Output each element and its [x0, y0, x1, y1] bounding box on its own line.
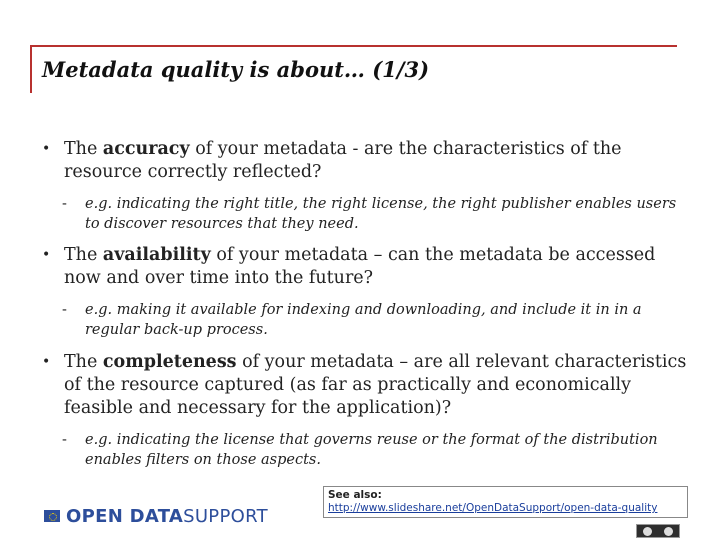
bullet-text-pre: The — [64, 139, 103, 159]
see-also-box — [323, 486, 688, 518]
bullet-text-post: of your metadata – are all relevant characteristics of the resource captured (as far as practically and economically feasible and necessary for the application)? — [64, 352, 687, 418]
bullet-accuracy — [30, 138, 690, 184]
bullet-dot-icon: • — [42, 354, 51, 370]
bullet-text-pre: The — [64, 245, 103, 265]
open-data-support-logo — [44, 503, 268, 529]
bullet-dot-icon: • — [42, 247, 51, 263]
slide-title: Metadata quality is about… (1/3) — [42, 57, 430, 82]
dash-icon: - — [62, 302, 67, 318]
logo-text-part1: OPEN DATA — [66, 505, 184, 527]
sub-bullet-accuracy — [30, 194, 690, 234]
sub-bullet-availability — [30, 300, 690, 340]
bullet-keyword: availability — [102, 245, 211, 265]
bullet-keyword: accuracy — [102, 139, 190, 159]
slide-content — [30, 138, 690, 470]
bullet-availability — [30, 244, 690, 290]
cc-by-icon — [636, 524, 680, 538]
sub-bullet-text: e.g. indicating the right title, the right license, the right publisher enables users to discover resources that they need. — [85, 196, 677, 232]
bullet-text-pre: The — [64, 352, 103, 372]
logo-text-part2: SUPPORT — [183, 505, 268, 527]
dash-icon: - — [62, 196, 67, 212]
by-icon — [664, 527, 673, 536]
bullet-keyword: completeness — [102, 352, 237, 372]
see-also-label: See also: — [328, 489, 382, 501]
title-rule-vertical — [30, 45, 32, 93]
dash-icon: - — [62, 432, 67, 448]
see-also-link[interactable]: http://www.slideshare.net/OpenDataSupport/open-data-quality — [328, 502, 658, 514]
bullet-text-post: of your metadata - are the characteristics of the resource correctly reflected? — [64, 139, 622, 182]
bullet-dot-icon: • — [42, 141, 51, 157]
eu-flag-icon — [44, 510, 60, 522]
sub-bullet-text: e.g. making it available for indexing and downloading, and include it in in a regular back-up process. — [85, 302, 642, 338]
sub-bullet-completeness — [30, 430, 690, 470]
logo-text — [66, 506, 268, 527]
title-rule-horizontal — [30, 45, 677, 47]
bullet-text-post: of your metadata – can the metadata be accessed now and over time into the future? — [64, 245, 656, 288]
bullet-completeness — [30, 351, 690, 420]
sub-bullet-text: e.g. indicating the license that governs reuse or the format of the distribution enables filters on those aspects. — [85, 432, 658, 468]
cc-icon — [643, 527, 652, 536]
